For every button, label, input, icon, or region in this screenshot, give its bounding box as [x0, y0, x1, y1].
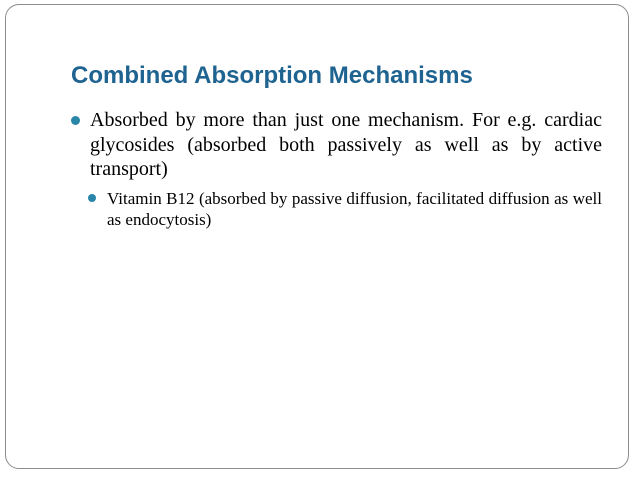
- bullet-item: [71, 108, 602, 182]
- slide-title: Combined Absorption Mechanisms: [71, 62, 473, 89]
- sub-bullet-text: Vitamin B12 (absorbed by passive diffusion, facilitated diffusion as well as endocytosis): [107, 188, 602, 229]
- sub-bullet-item: [88, 188, 602, 230]
- sub-bullet-dot-icon: [88, 194, 96, 202]
- bullet-text: Absorbed by more than just one mechanism. For e.g. cardiac glycosides (absorbed both passively as well as by active transport): [90, 109, 602, 180]
- slide-body: [71, 108, 602, 230]
- bullet-dot-icon: [71, 116, 80, 125]
